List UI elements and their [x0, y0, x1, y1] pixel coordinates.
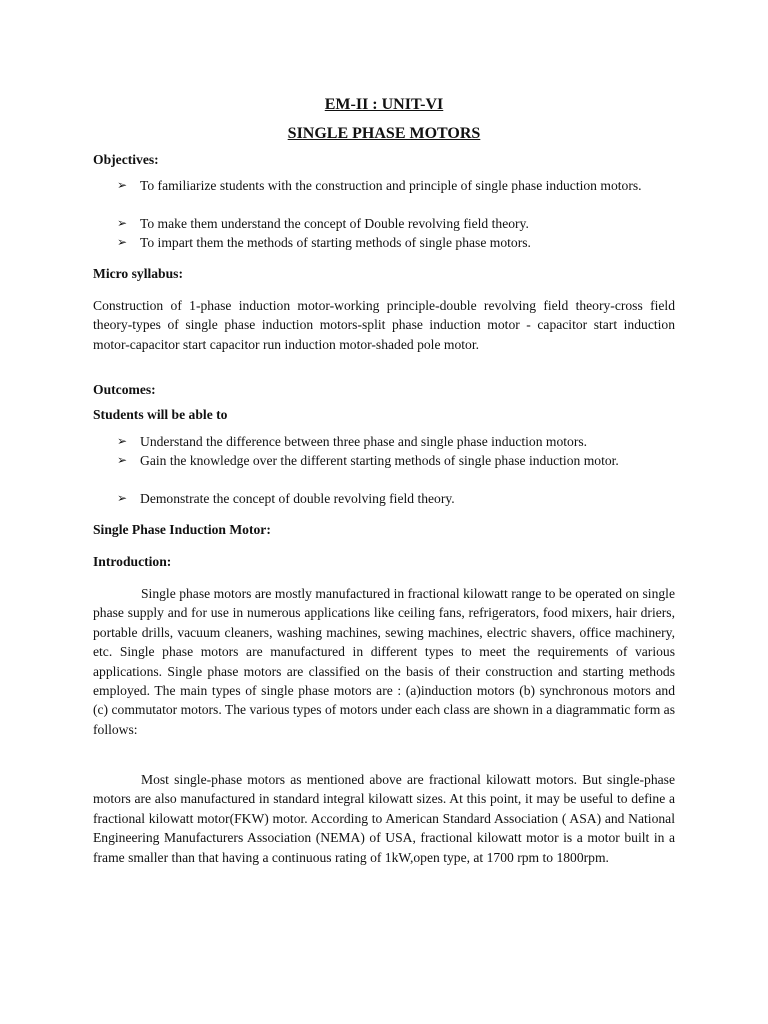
outcome-text: Gain the knowledge over the different starting methods of single phase induction motor. — [140, 453, 619, 468]
objective-item — [117, 176, 677, 195]
arrow-bullet-icon: ➢ — [117, 491, 128, 505]
arrow-bullet-icon: ➢ — [117, 216, 128, 230]
outcomes-heading: Outcomes: — [93, 382, 156, 397]
objective-text: To impart them the methods of starting methods of single phase motors. — [140, 235, 531, 250]
arrow-bullet-icon: ➢ — [117, 434, 128, 448]
objective-item — [117, 214, 677, 233]
intro-paragraph-2 — [93, 770, 675, 867]
intro-paragraph-2-text: Most single-phase motors as mentioned above are fractional kilowatt motors. But single-phase motors are also manufactured in standard integral kilowatt sizes. At this point, it may be useful to define a fractional kilowatt motor(FKW) motor. According to American Standard Association ( ASA) and National Engineering Manufacturers Association (NEMA) of USA, fractional kilowatt motor is a motor built in a frame smaller than that having a continuous rating of 1kW,open type, at 1700 rpm to 1800rpm. — [93, 772, 675, 865]
objective-text: To familiarize students with the construction and principle of single phase induction motors. — [140, 178, 642, 193]
micro-syllabus-heading: Micro syllabus: — [93, 266, 183, 281]
intro-paragraph-1 — [93, 584, 675, 739]
outcome-item — [117, 489, 677, 508]
unit-title: EM-II : UNIT-VI — [324, 96, 444, 113]
arrow-bullet-icon: ➢ — [117, 178, 128, 192]
introduction-heading: Introduction: — [93, 554, 172, 569]
intro-paragraph-1-text: Single phase motors are mostly manufactured in fractional kilowatt range to be operated on single phase supply and for use in numerous applications like ceiling fans, refrigerators, food mixers, hair driers, portable drills, vacuum cleaners, washing machines, sewing machines, electric shavers, office machinery, etc. Single phase motors are manufactured in different types to meet the requirements of various applications. Single phase motors are classified on the basis of their construction and starting methods employed. The main types of single phase motors are : (a)induction motors (b) synchronous motors and (c) commutator motors. The various types of motors under each class are shown in a diagrammatic form as follows: — [93, 586, 675, 737]
chapter-title: SINGLE PHASE MOTORS — [287, 125, 481, 142]
students-heading: Students will be able to — [93, 407, 228, 422]
micro-syllabus-text: Construction of 1-phase induction motor-working principle-double revolving field theory-cross field theory-types of single phase induction motors-split phase induction motor - capacitor start induction motor-capacitor start capacitor run induction motor-shaded pole motor. — [93, 298, 675, 352]
arrow-bullet-icon: ➢ — [117, 235, 128, 249]
arrow-bullet-icon: ➢ — [117, 453, 128, 467]
outcome-text: Understand the difference between three phase and single phase induction motors. — [140, 434, 588, 449]
spim-heading: Single Phase Induction Motor: — [93, 522, 271, 537]
objective-text: To make them understand the concept of Double revolving field theory. — [140, 216, 529, 231]
objectives-heading: Objectives: — [93, 152, 159, 167]
objective-item — [117, 233, 677, 252]
outcome-text: Demonstrate the concept of double revolving field theory. — [140, 491, 455, 506]
outcome-item — [117, 432, 677, 451]
outcome-item — [117, 451, 677, 470]
